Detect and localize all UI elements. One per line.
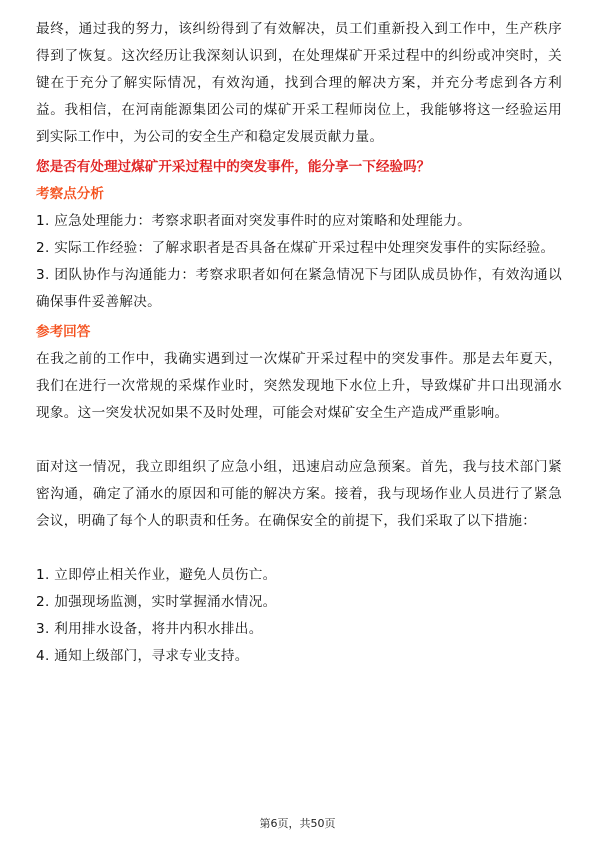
analysis-item-3: 3. 团队协作与沟通能力：考察求职者如何在紧急情况下与团队成员协作，有效沟通以确保事件妥善解决。 [36, 267, 562, 310]
measure-item-2: 2. 加强现场监测，实时掌握涌水情况。 [36, 594, 277, 610]
document-page [36, 16, 562, 670]
measure-item-3: 3. 利用排水设备，将井内积水排出。 [36, 621, 263, 637]
answer-paragraph-2: 面对这一情况，我立即组织了应急小组，迅速启动应急预案。首先，我与技术部门紧密沟通，确定了涌水的原因和可能的解决方案。接着，我与现场作业人员进行了紧急会议，明确了每个人的职责和任务。在确保安全的前提下，我们采取了以下措施： [36, 459, 562, 529]
answer-title: 参考回答 [36, 324, 91, 340]
page-number-footer: 第6页，共50页 [259, 817, 336, 830]
question-heading: 您是否有处理过煤矿开采过程中的突发事件，能分享一下经验吗？ [36, 159, 431, 175]
intro-paragraph: 最终，通过我的努力，该纠纷得到了有效解决，员工们重新投入到工作中，生产秩序得到了恢复。这次经历让我深刻认识到，在处理煤矿开采过程中的纠纷或冲突时，关键在于充分了解实际情况，有效沟通，找到合理的解决方案，并充分考虑到各方利益。我相信，在河南能源集团公司的煤矿开采工程师岗位上，我能够将这一经验运用到实际工作中，为公司的安全生产和稳定发展贡献力量。 [36, 21, 562, 145]
answer-paragraph-1: 在我之前的工作中，我确实遇到过一次煤矿开采过程中的突发事件。那是去年夏天，我们在进行一次常规的采煤作业时，突然发现地下水位上升，导致煤矿井口出现涌水现象。这一突发状况如果不及时处理，可能会对煤矿安全生产造成严重影响。 [36, 351, 562, 421]
measure-item-4: 4. 通知上级部门，寻求专业支持。 [36, 648, 249, 664]
measure-item-1: 1. 立即停止相关作业，避免人员伤亡。 [36, 567, 277, 583]
analysis-item-1: 1. 应急处理能力：考察求职者面对突发事件时的应对策略和处理能力。 [36, 213, 472, 229]
analysis-title: 考察点分析 [36, 186, 104, 202]
analysis-item-2: 2. 实际工作经验：了解求职者是否具备在煤矿开采过程中处理突发事件的实际经验。 [36, 240, 555, 256]
